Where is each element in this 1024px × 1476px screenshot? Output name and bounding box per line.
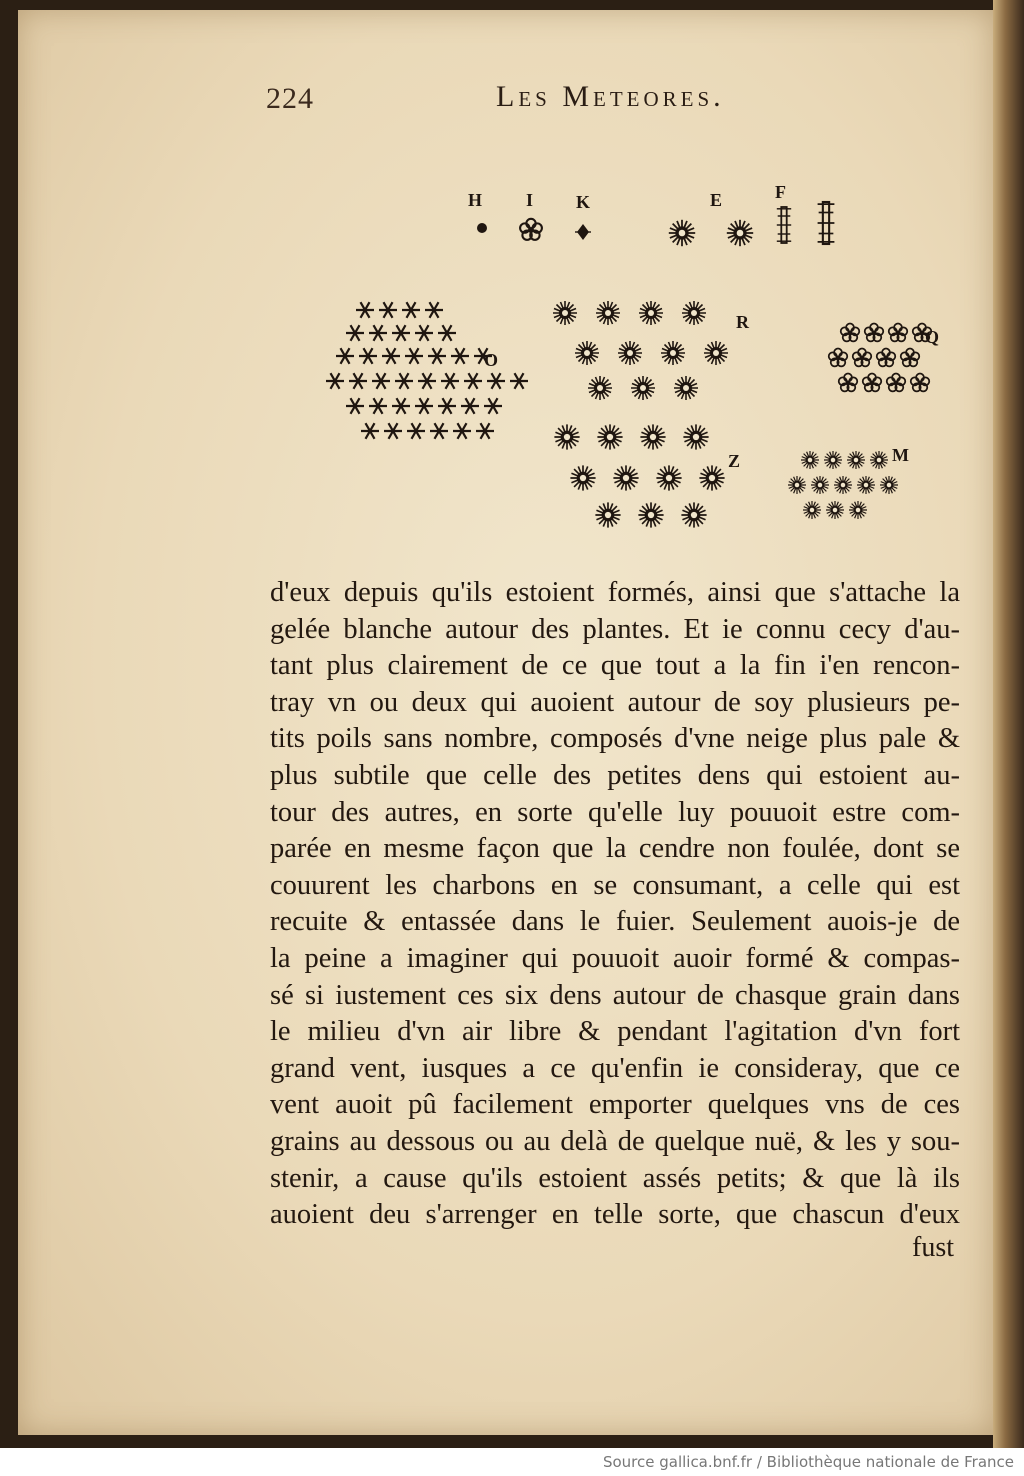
snowflake-o-mark — [349, 373, 367, 389]
snowflake-o-mark — [346, 325, 364, 341]
snowflake-o-mark — [441, 373, 459, 389]
page-number: 224 — [266, 82, 314, 115]
snowflake-f-mark — [818, 202, 835, 244]
snowflake-z-mark — [683, 424, 708, 449]
snowflake-q-mark — [877, 349, 895, 367]
snowflake-o-mark — [476, 423, 494, 439]
snowflake-k-mark — [575, 224, 591, 240]
snowflake-o-mark — [405, 348, 423, 364]
figure-label-q: Q — [925, 327, 940, 347]
snowflake-e-mark — [727, 220, 753, 246]
snowflake-o-mark — [395, 373, 413, 389]
text-line: plus subtile que celle des petites dens qui estoient au- — [270, 759, 960, 791]
snowflake-o-mark — [430, 423, 448, 439]
snowflake-m-mark — [811, 476, 829, 494]
text-line: tant plus clairement de ce que tout a la fin i'en rencon- — [270, 650, 960, 682]
text-line: tray vn ou deux qui auoient autour de soy plusieurs pe- — [270, 686, 960, 718]
text-line: tour des autres, en sorte qu'elle luy pouuoit estre com- — [270, 796, 960, 828]
snowflake-r-mark — [639, 301, 663, 325]
snowflake-z-mark — [595, 502, 620, 527]
snowflake-o-mark — [407, 423, 425, 439]
snowflake-o-mark — [453, 423, 471, 439]
snowflake-r-mark — [618, 341, 642, 365]
figure-label-f: F — [775, 182, 786, 202]
snowflake-o-mark — [369, 398, 387, 414]
figure-label-i: I — [526, 190, 534, 210]
snowflake-z-mark — [613, 465, 638, 490]
snowflake-e-mark — [669, 220, 695, 246]
snowflake-o-mark — [346, 398, 364, 414]
snowflake-m-mark — [880, 476, 898, 494]
snowflake-m-mark — [826, 501, 844, 519]
snowflake-o-mark — [336, 348, 354, 364]
snowflake-o-mark — [451, 348, 469, 364]
text-line: sé si iustement ces six dens autour de chasque grain dans — [270, 979, 960, 1011]
snowflake-r-mark — [575, 341, 599, 365]
snowflake-o-mark — [379, 302, 397, 318]
snowflake-i-mark — [520, 219, 542, 240]
snowflake-o-mark — [484, 398, 502, 414]
snowflake-m-mark — [834, 476, 852, 494]
snowflake-o-mark — [372, 373, 390, 389]
catchword: fust — [912, 1232, 954, 1263]
text-line: tits poils sans nombre, composés d'vne neige plus pale & — [270, 723, 960, 755]
text-line: grand vent, iusques a ce qu'enfin ie consideray, que ce — [270, 1052, 960, 1084]
snowflake-r-mark — [596, 301, 620, 325]
snowflake-o-mark — [438, 398, 456, 414]
snowflake-q-mark — [863, 374, 881, 392]
text-line: auoient deu s'arrenger en telle sorte, que chascun d'eux — [270, 1199, 960, 1231]
figure-label-e: E — [710, 190, 723, 210]
running-title: Les Meteores. — [496, 80, 725, 113]
snowflake-m-mark — [849, 501, 867, 519]
text-line: la peine a imaginer qui pouuoit auoir formé & compas- — [270, 942, 960, 974]
snowflake-m-mark — [803, 501, 821, 519]
snowflake-o-mark — [425, 302, 443, 318]
snowflake-o-mark — [428, 348, 446, 364]
snowflake-r-mark — [661, 341, 685, 365]
text-line: gelée blanche autour des plantes. Et ie connu cecy d'au- — [270, 613, 960, 645]
figure-label-h: H — [468, 190, 483, 210]
snowflake-o-mark — [392, 398, 410, 414]
figure-label-z: Z — [728, 451, 741, 471]
snowflake-z-mark — [570, 465, 595, 490]
source-footer — [0, 1448, 1024, 1476]
snowflake-o-mark — [402, 302, 420, 318]
snowflake-z-mark — [681, 502, 706, 527]
snowflake-m-mark — [801, 451, 819, 469]
snowflake-z-mark — [554, 424, 579, 449]
snowflake-m-mark — [870, 451, 888, 469]
snowflake-o-mark — [487, 373, 505, 389]
snowflake-o-mark — [382, 348, 400, 364]
snowflake-z-mark — [597, 424, 622, 449]
snowflake-q-mark — [901, 349, 919, 367]
snowflake-h-mark — [477, 223, 487, 233]
snowflake-q-mark — [889, 324, 907, 342]
snowflake-r-mark — [704, 341, 728, 365]
snowflake-o-mark — [464, 373, 482, 389]
text-line: stenir, a cause qu'ils estoient assés petits; & que là ils — [270, 1162, 960, 1194]
snowflake-o-mark — [438, 325, 456, 341]
snowflake-f-mark — [777, 207, 791, 243]
snowflake-r-mark — [682, 301, 706, 325]
text-line: d'eux depuis qu'ils estoient formés, ainsi que s'attache la — [270, 577, 960, 608]
snowflake-o-mark — [461, 398, 479, 414]
snowflake-q-mark — [911, 374, 929, 392]
snowflake-o-mark — [369, 325, 387, 341]
snowflake-figure — [300, 175, 960, 555]
snowflake-q-mark — [839, 374, 857, 392]
snowflake-z-mark — [640, 424, 665, 449]
snowflake-q-mark — [887, 374, 905, 392]
snowflake-q-mark — [853, 349, 871, 367]
snowflake-r-mark — [553, 301, 577, 325]
text-line: le milieu d'vn air libre & pendant l'agitation d'vn fort — [270, 1016, 960, 1048]
snowflake-q-mark — [841, 324, 859, 342]
text-line: couurent les charbons en se consumant, a celle qui est — [270, 869, 960, 901]
snowflake-r-mark — [588, 376, 612, 400]
snowflake-o-mark — [359, 348, 377, 364]
figure-label-k: K — [576, 192, 591, 212]
page-edge-shadow — [993, 0, 1024, 1448]
figure-label-m: M — [892, 445, 909, 465]
snowflake-o-mark — [418, 373, 436, 389]
snowflake-o-mark — [384, 423, 402, 439]
snowflake-o-mark — [326, 373, 344, 389]
text-line: recuite & entassée dans le fuier. Seulement auois-je de — [270, 906, 960, 938]
snowflake-z-mark — [638, 502, 663, 527]
text-line: parée en mesme façon que la cendre non foulée, dont se — [270, 833, 960, 865]
snowflake-m-mark — [824, 451, 842, 469]
snowflake-q-mark — [829, 349, 847, 367]
snowflake-o-mark — [392, 325, 410, 341]
snowflake-illustration — [300, 175, 960, 555]
snowflake-m-mark — [857, 476, 875, 494]
snowflake-r-mark — [674, 376, 698, 400]
snowflake-o-mark — [415, 325, 433, 341]
snowflake-o-mark — [510, 373, 528, 389]
snowflake-z-mark — [699, 465, 724, 490]
snowflake-o-mark — [415, 398, 433, 414]
figure-label-o: O — [484, 350, 499, 370]
snowflake-o-mark — [361, 423, 379, 439]
figure-content — [326, 182, 939, 528]
snowflake-m-mark — [788, 476, 806, 494]
body-text — [270, 575, 960, 1234]
text-line: vent auoit pû facilement emporter quelques vns de ces — [270, 1089, 960, 1121]
snowflake-o-mark — [356, 302, 374, 318]
snowflake-m-mark — [847, 451, 865, 469]
snowflake-z-mark — [656, 465, 681, 490]
text-line: grains au dessous ou au delà de quelque nuë, & les y sou- — [270, 1125, 960, 1157]
snowflake-r-mark — [631, 376, 655, 400]
snowflake-q-mark — [865, 324, 883, 342]
source-credit: Source gallica.bnf.fr / Bibliothèque nationale de France — [602, 1453, 1014, 1471]
figure-label-r: R — [736, 312, 749, 332]
